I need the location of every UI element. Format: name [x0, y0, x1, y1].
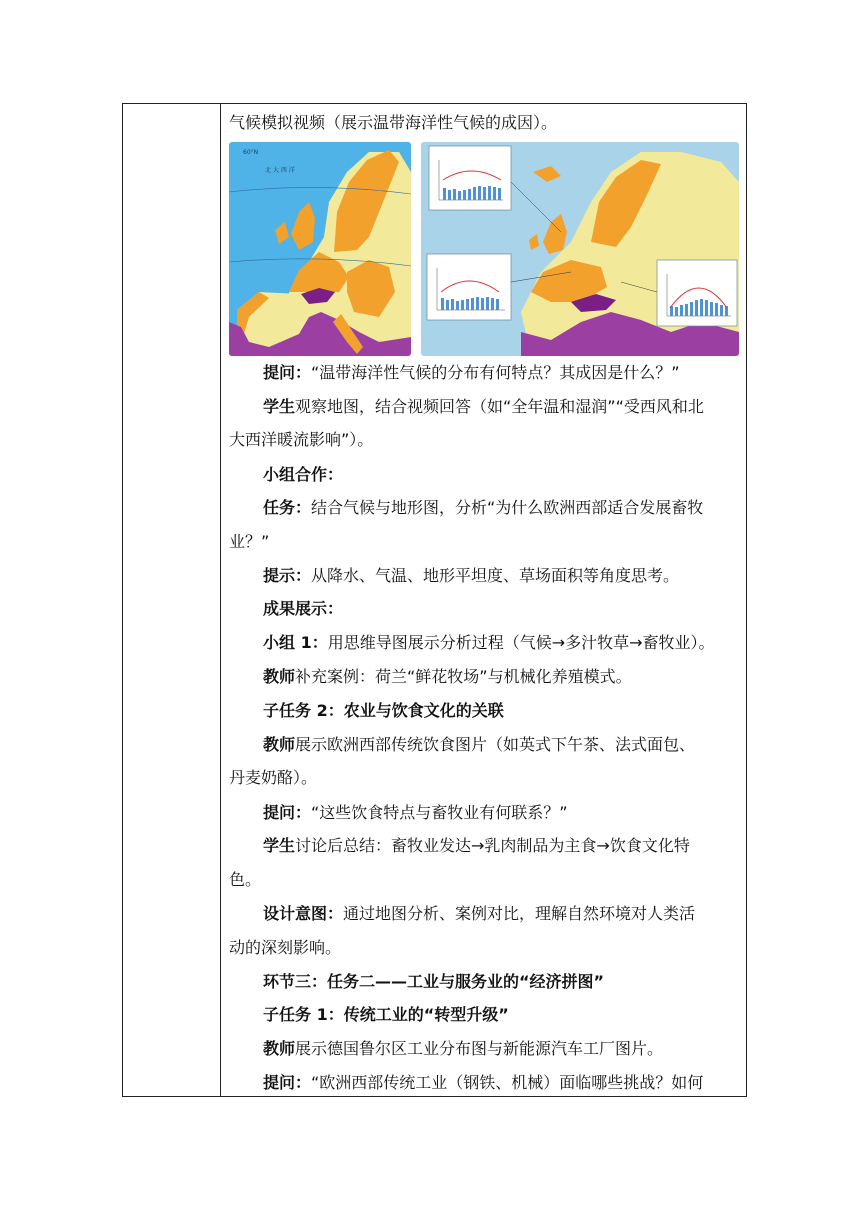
task-line: 任务：结合气候与地形图，分析“为什么欧洲西部适合发展畜牧: [263, 498, 704, 517]
text-line: 丹麦奶酪）。: [229, 768, 318, 787]
student-answer-1: 学生观察地图，结合视频回答（如“全年温和湿润”“受西风和北: [263, 397, 704, 416]
section-3-heading: 环节三：任务二——工业与服务业的“经济拼图”: [263, 972, 605, 991]
lesson-table: [122, 103, 747, 1097]
question-3: 提问：“欧洲西部传统工业（钢铁、机械）面临哪些挑战？如何: [263, 1073, 704, 1092]
design-intent-line: 设计意图：通过地图分析、案例对比，理解自然环境对人类活: [263, 904, 696, 923]
europe-climate-charts-map: [421, 142, 739, 356]
result-heading: 成果展示：: [263, 599, 344, 618]
text-line: 色。: [229, 870, 262, 889]
teacher-show-line: 教师展示欧洲西部传统饮食图片（如英式下午茶、法式面包、: [263, 735, 696, 754]
svg-text:北 大 西 洋: 北 大 西 洋: [265, 167, 295, 174]
column-divider: [220, 104, 221, 1096]
question-2: 提问：“这些饮食特点与畜牧业有何联系？”: [263, 803, 568, 822]
question-1: 提问：“温带海洋性气候的分布有何特点？其成因是什么？”: [263, 363, 680, 382]
text-line: 业？”: [229, 532, 270, 551]
subtask-1-heading: 子任务 1：传统工业的“转型升级”: [263, 1005, 509, 1024]
subtask-2-heading: 子任务 2：农业与饮食文化的关联: [263, 701, 504, 720]
hint-line: 提示：从降水、气温、地形平坦度、草场面积等角度思考。: [263, 566, 680, 585]
teacher-ruhr-line: 教师展示德国鲁尔区工业分布图与新能源汽车工厂图片。: [263, 1039, 664, 1058]
teacher-case-line: 教师补充案例：荷兰“鲜花牧场”与机械化养殖模式。: [263, 667, 632, 686]
europe-climate-map: [229, 142, 411, 356]
text-line: 气候模拟视频（展示温带海洋性气候的成因）。: [229, 113, 558, 132]
student-summary-line: 学生讨论后总结：畜牧业发达→乳肉制品为主食→饮食文化特: [263, 836, 690, 855]
svg-text:60°N: 60°N: [243, 149, 259, 156]
map-figures: [229, 142, 739, 356]
text-line: 大西洋暖流影响”）。: [229, 430, 374, 449]
group-coop-heading: 小组合作：: [263, 465, 344, 484]
group1-line: 小组 1：用思维导图展示分析过程（气候→多汁牧草→畜牧业）。: [263, 633, 715, 652]
text-line: 动的深刻影响。: [229, 938, 342, 957]
